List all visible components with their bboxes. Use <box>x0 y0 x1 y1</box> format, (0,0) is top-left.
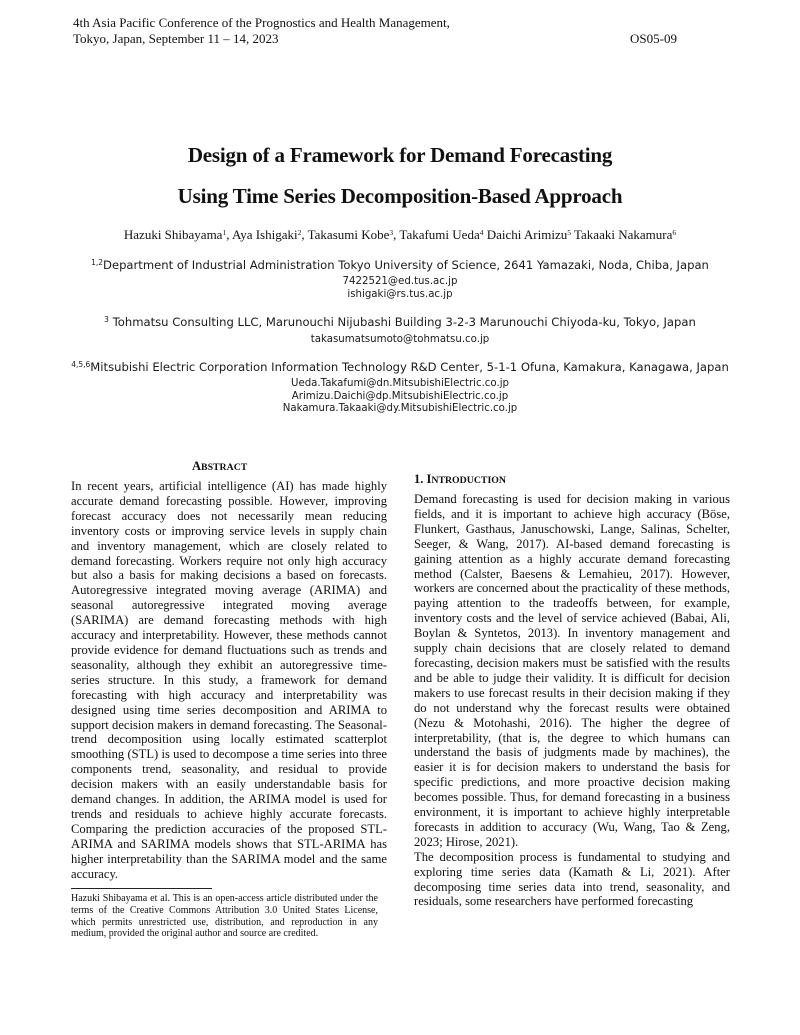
conference-line-1: 4th Asia Pacific Conference of the Prognostics and Health Management, <box>73 15 450 30</box>
abstract-body: In recent years, artificial intelligence (AI) has made highly accurate demand forecasting possible. However, improving forecast accuracy does not necessarily mean reducing inventory costs or improving service levels in supply chain and inventory management, which are closely related to demand forecasting. Workers require not only high accuracy but also a basis for making decisions a based on forecasts. Autoregressive integrated moving average (ARIMA) and seasonal autoregressive integrated moving average (SARIMA) are demand forecasting methods with high accuracy and interpretability. However, these methods cannot provide evidence for demand fluctuations such as trends and seasonality, although they exhibit an autoregressive time-series structure. In this study, a framework for demand forecasting with high accuracy and interpretability was designed using time series decomposition and ARIMA to support decision makers in demand forecasting. The Seasonal-trend decomposition using locally estimated scatterplot smoothing (STL) is used to decompose a time series into three components trend, seasonality, and residual to provide decision makers with an easily understandable basis for demand changes. In addition, the ARIMA model is used for trends and residuals to achieve highly accurate forecasts. Comparing the prediction accuracies of the proposed STL-ARIMA and SARIMA models shows that STL-ARIMA has higher interpretability than the SARIMA model and the same accuracy. <box>71 479 387 881</box>
conference-line-2: Tokyo, Japan, September 11 – 14, 2023 <box>73 31 279 46</box>
affiliation-3: $^{4,5,6}$Mitsubishi Electric Corporation Information Technology R&D Center, 5-1-1 Ofuna, Kamakura, Kanagawa, Japan <box>71 360 729 374</box>
affiliation-3-emails <box>0 378 800 416</box>
abstract-heading: ABSTRACT <box>192 459 248 473</box>
paper-title-line-2: Using Time Series Decomposition-Based Approach <box>177 184 623 208</box>
introduction-body <box>414 492 730 909</box>
email: Arimizu.Daichi@dp.MitsubishiElectric.co.jp <box>291 390 509 402</box>
author: Hazuki Shibayama$^1$, <box>123 227 232 242</box>
author: Daichi Arimizu$^5$ <box>486 227 571 242</box>
footnote-divider <box>71 888 212 889</box>
author: Takaaki Nakamura$^6$ <box>574 227 677 242</box>
introduction-paragraph-2: The decomposition process is fundamental to studying and exploring time series data (Kamath & Li, 2021). After decomposing time series data into trend, seasonality, and residuals, some researchers have performed forecasting <box>414 849 730 909</box>
introduction-heading: 1. INTRODUCTION <box>414 472 506 486</box>
email: takasumatsumoto@tohmatsu.co.jp <box>310 334 490 345</box>
affiliation-1: $^{1,2}$Department of Industrial Administration Tokyo University of Science, 2641 Yamazaki, Noda, Chiba, Japan <box>91 258 709 272</box>
paper-title-line-1: Design of a Framework for Demand Forecasting <box>187 143 613 167</box>
author: Aya Ishigaki$^2$, <box>232 227 308 242</box>
paper-id: OS05-09 <box>630 31 677 46</box>
affiliation-2-emails <box>0 334 800 347</box>
license-footnote: Hazuki Shibayama et al. This is an open-access article distributed under the terms of the Creative Commons Attribution 3.0 United States License, which permits unrestricted use, distribution, and reproduction in any medium, provided the original author and source are credited. <box>71 893 378 940</box>
email: Ueda.Takafumi@dn.MitsubishiElectric.co.jp <box>290 378 509 389</box>
author-list <box>0 227 800 243</box>
author: Takafumi Ueda$^4$ <box>399 227 484 242</box>
affiliation-2: $^3$ Tohmatsu Consulting LLC, Marunouchi Nijubashi Building 3-2-3 Marunouchi Chiyoda-ku, Tokyo, Japan <box>104 315 696 329</box>
introduction-paragraph-1: Demand forecasting is used for decision making in various fields, and it is important to achieve high accuracy (Böse, Flunkert, Gasthaus, Januschowski, Lange, Salinas, Schelter, Seeger, & Wang, 2017). AI-based demand forecasting is gaining attention as a highly accurate demand forecasting method (Calster, Baesens & Lemahieu, 2017). However, workers are concerned about the practicality of these methods, paying attention to the tradeoffs between, for example, inventory costs and the level of service achieved (Babai, Ali, Boylan & Syntetos, 2013). In inventory management and supply chain decisions that are closely related to demand forecasting, decision makers must be satisfied with the results and be able to judge their validity. It is difficult for decision makers to use forecast results in their decision making if they do not understand why the forecast results were obtained (Nezu & Motohashi, 2016). The higher the degree of interpretability, (that is, the degree to which humans can understand the basis of judgments made by machines), the easier it is for decision makers to understand the basis for specific predictions, and more proactive decision making becomes possible. Thus, for demand forecasting in a business environment, it is important to achieve highly interpretable forecasts in addition to accuracy (Wu, Wang, Tao & Zeng, 2023; Hirose, 2021). <box>414 492 730 849</box>
email: Nakamura.Takaaki@dy.MitsubishiElectric.co.jp <box>282 403 518 414</box>
affiliation-1-emails <box>0 276 800 301</box>
email: ishigaki@rs.tus.ac.jp <box>347 288 453 300</box>
conference-header <box>73 15 450 47</box>
author: Takasumi Kobe$^3$, <box>307 227 400 242</box>
email: 7422521@ed.tus.ac.jp <box>342 276 458 287</box>
